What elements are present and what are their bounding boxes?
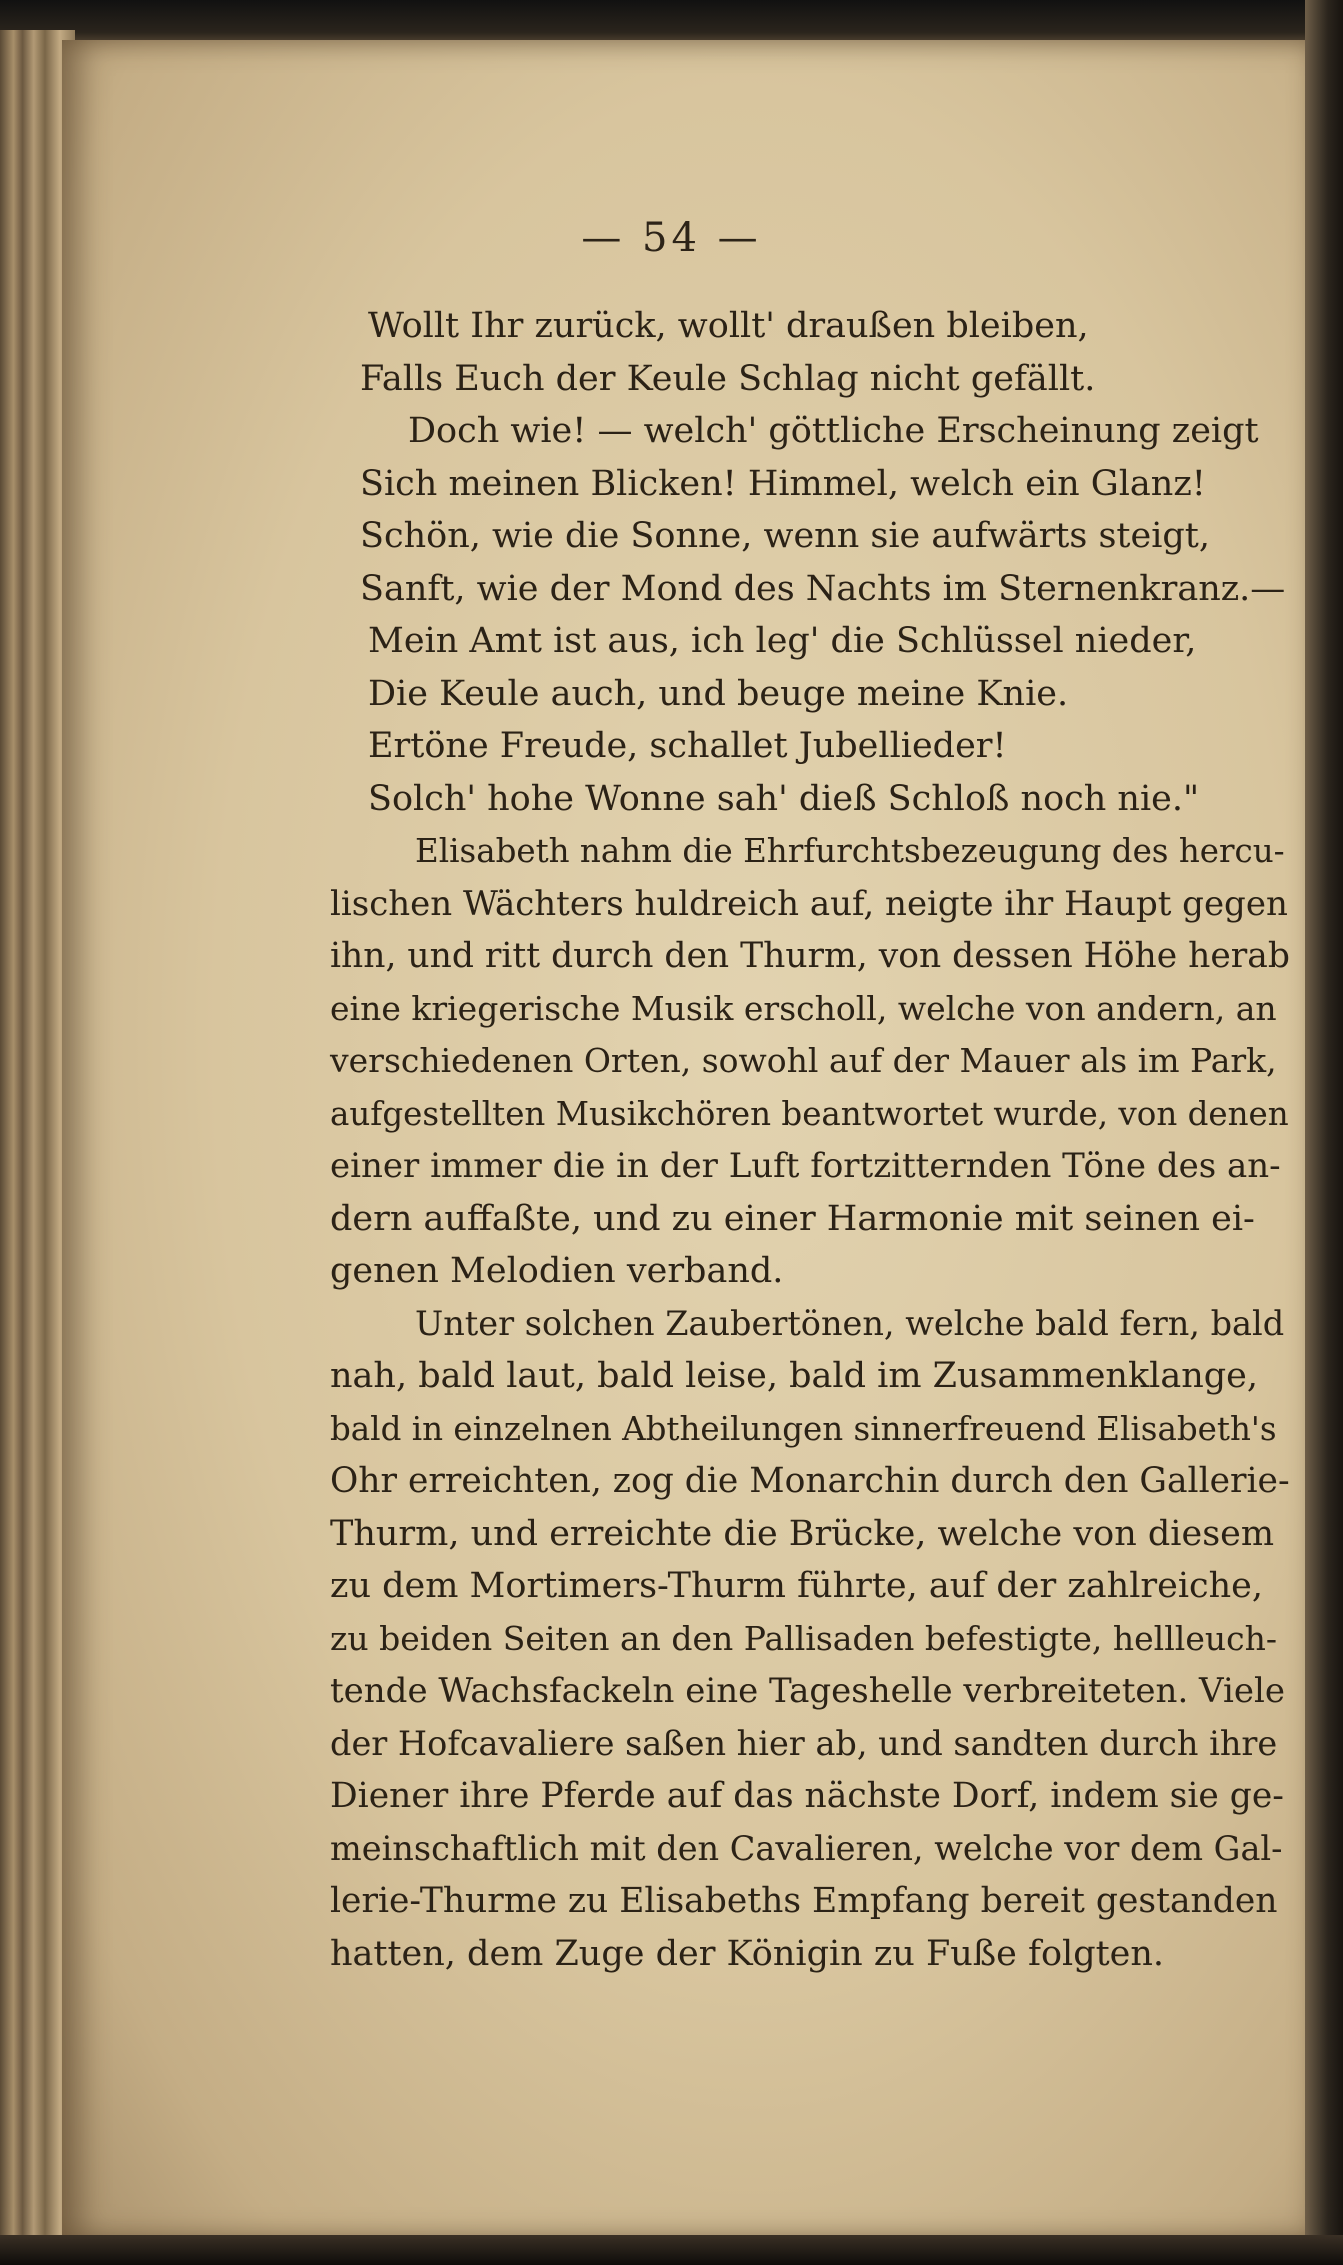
text-line: Sich meinen Blicken! Himmel, welch ein Glanz! xyxy=(360,463,1206,504)
text-line: Doch wie! — welch' göttliche Erscheinung zeigt xyxy=(408,411,1259,451)
text-line: der Hofcavaliere saßen hier ab, und sandten durch ihre xyxy=(330,1723,1278,1763)
text-line: einer immer die in der Luft fortzitternden Töne des an- xyxy=(330,1146,1281,1186)
text-line: genen Melodien verband. xyxy=(330,1251,784,1291)
text-line: tende Wachsfackeln eine Tageshelle verbreiteten. Viele xyxy=(330,1671,1286,1711)
text-line: Ertöne Freude, schallet Jubellieder! xyxy=(368,726,1007,766)
text-line: Sanft, wie der Mond des Nachts im Sternenkranz.— xyxy=(360,568,1286,609)
text-line: ihn, und ritt durch den Thurm, von dessen Höhe herab xyxy=(330,936,1290,976)
text-line: Elisabeth nahm die Ehrfurchtsbezeugung des hercu- xyxy=(415,832,1285,870)
text-line: eine kriegerische Musik erscholl, welche von andern, an xyxy=(330,988,1277,1028)
text-line: dern auffaßte, und zu einer Harmonie mit seinen ei- xyxy=(330,1198,1255,1239)
text-line: Wollt Ihr zurück, wollt' draußen bleiben, xyxy=(368,306,1089,346)
text-line: Schön, wie die Sonne, wenn sie aufwärts steigt, xyxy=(360,516,1210,556)
text-line: aufgestellten Musikchören beantwortet wurde, von denen xyxy=(330,1094,1289,1133)
text-line: lerie-Thurme zu Elisabeths Empfang bereit gestanden xyxy=(330,1881,1278,1921)
text-line: Mein Amt ist aus, ich leg' die Schlüssel nieder, xyxy=(368,621,1197,661)
text-line: hatten, dem Zuge der Königin zu Fuße folgten. xyxy=(330,1933,1165,1974)
text-line: meinschaftlich mit den Cavalieren, welche vor dem Gal- xyxy=(330,1828,1283,1868)
book-cover-right xyxy=(1305,0,1343,2265)
text-line: zu beiden Seiten an den Pallisaden befestigte, hellleuch- xyxy=(330,1618,1277,1658)
text-line: zu dem Mortimers-Thurm führte, auf der zahlreiche, xyxy=(330,1566,1264,1606)
page-number: — 54 — xyxy=(581,215,762,261)
book-cover-bottom xyxy=(0,2235,1343,2265)
text-line: Die Keule auch, und beuge meine Knie. xyxy=(368,673,1069,714)
text-line: lischen Wächters huldreich auf, neigte ihr Haupt gegen xyxy=(330,883,1288,924)
text-line: Falls Euch der Keule Schlag nicht gefällt. xyxy=(360,358,1096,399)
text-line: nah, bald laut, bald leise, bald im Zusammenklange, xyxy=(330,1356,1259,1396)
page-text xyxy=(330,300,1290,1980)
text-line: verschiedenen Orten, sowohl auf der Mauer als im Park, xyxy=(330,1041,1277,1080)
text-line: Unter solchen Zaubertönen, welche bald fern, bald xyxy=(415,1303,1285,1343)
text-line: Thurm, und erreichte die Brücke, welche von diesem xyxy=(330,1513,1275,1554)
text-line: bald in einzelnen Abtheilungen sinnerfreuend Elisabeth's xyxy=(330,1409,1277,1448)
text-line: Solch' hohe Wonne sah' dieß Schloß noch nie." xyxy=(368,778,1200,819)
text-line: Ohr erreichten, zog die Monarchin durch den Gallerie- xyxy=(330,1461,1290,1501)
text-line: Diener ihre Pferde auf das nächste Dorf, indem sie ge- xyxy=(330,1776,1284,1816)
